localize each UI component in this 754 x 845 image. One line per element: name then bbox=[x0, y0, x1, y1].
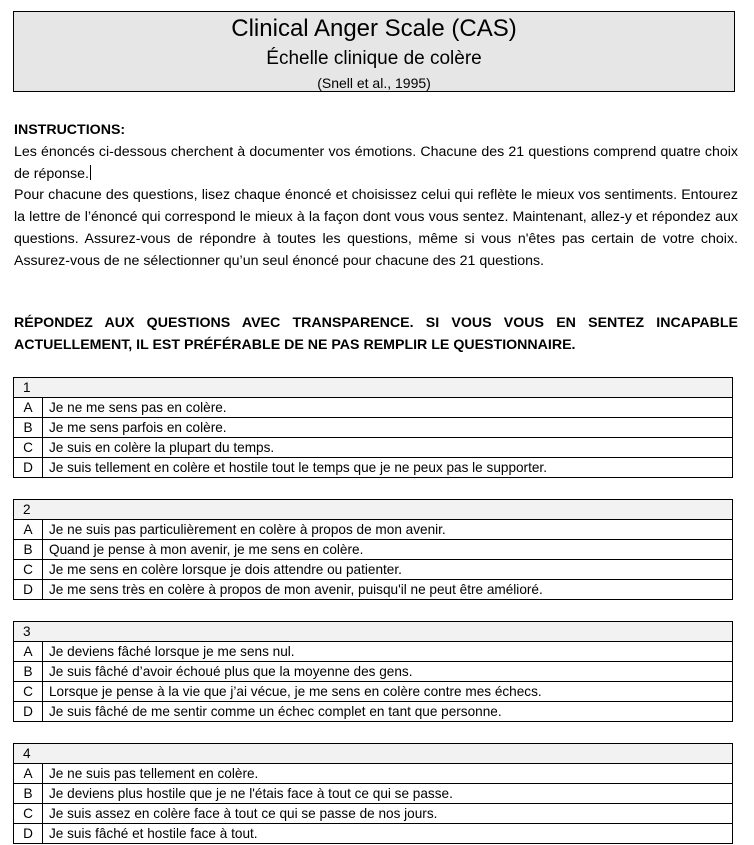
option-letter[interactable]: C bbox=[14, 804, 43, 824]
option-text: Je me sens en colère lorsque je dois attendre ou patienter. bbox=[43, 560, 733, 580]
option-text: Je ne suis pas tellement en colère. bbox=[43, 764, 733, 784]
option-text: Je suis tellement en colère et hostile tout le temps que je ne peux pas le supporter. bbox=[43, 458, 733, 478]
option-letter[interactable]: B bbox=[14, 540, 43, 560]
option-letter[interactable]: D bbox=[14, 458, 43, 478]
answer-option-row[interactable] bbox=[14, 438, 733, 458]
option-text: Je me sens très en colère à propos de mon avenir, puisqu'il ne peut être amélioré. bbox=[43, 580, 733, 600]
answer-option-row[interactable] bbox=[14, 662, 733, 682]
instructions-paragraph-1[interactable] bbox=[14, 142, 738, 186]
answer-option-row[interactable] bbox=[14, 398, 733, 418]
answer-option-row[interactable] bbox=[14, 642, 733, 662]
option-letter[interactable]: A bbox=[14, 520, 43, 540]
option-letter[interactable]: A bbox=[14, 764, 43, 784]
question-number: 4 bbox=[14, 744, 733, 764]
answer-option-row[interactable] bbox=[14, 540, 733, 560]
answer-option-row[interactable] bbox=[14, 682, 733, 702]
instructions-section bbox=[14, 120, 738, 273]
option-text: Quand je pense à mon avenir, je me sens en colère. bbox=[43, 540, 733, 560]
answer-option-row[interactable] bbox=[14, 458, 733, 478]
option-text: Je suis fâché d’avoir échoué plus que la moyenne des gens. bbox=[43, 662, 733, 682]
document-subtitle: Échelle clinique de colère bbox=[266, 48, 482, 69]
answer-option-row[interactable] bbox=[14, 824, 733, 844]
option-text: Je me sens parfois en colère. bbox=[43, 418, 733, 438]
option-letter[interactable]: D bbox=[14, 580, 43, 600]
document-citation: (Snell et al., 1995) bbox=[317, 75, 431, 91]
answer-option-row[interactable] bbox=[14, 702, 733, 722]
option-text: Je ne suis pas particulièrement en colère à propos de mon avenir. bbox=[43, 520, 733, 540]
option-letter[interactable]: C bbox=[14, 560, 43, 580]
question-number: 3 bbox=[14, 622, 733, 642]
instructions-heading: INSTRUCTIONS: bbox=[14, 122, 126, 138]
option-letter[interactable]: B bbox=[14, 418, 43, 438]
answer-option-row[interactable] bbox=[14, 560, 733, 580]
question-table bbox=[13, 743, 733, 844]
instructions-paragraph-2: Pour chacune des questions, lisez chaque énoncé et choisissez celui qui reflète le mieux vos sentiments. Entourez la lettre de l’énoncé qui correspond le mieux à la façon dont vous vous sentez. Maintenant, allez-y et répondez aux questions. Assurez-vous de répondre à toutes les questions, même si vous n'êtes pas certain de votre choix. Assurez-vous de ne sélectionner qu’un seul énoncé pour chacune des 21 questions. bbox=[14, 187, 738, 269]
option-letter[interactable]: B bbox=[14, 784, 43, 804]
option-text: Je suis en colère la plupart du temps. bbox=[43, 438, 733, 458]
question-table bbox=[13, 499, 733, 600]
option-text: Lorsque je pense à la vie que j’ai vécue, je me sens en colère contre mes échecs. bbox=[43, 682, 733, 702]
option-letter[interactable]: A bbox=[14, 642, 43, 662]
title-box bbox=[13, 11, 735, 92]
option-letter[interactable]: D bbox=[14, 824, 43, 844]
option-letter[interactable]: A bbox=[14, 398, 43, 418]
text-cursor bbox=[90, 165, 91, 180]
option-letter[interactable]: C bbox=[14, 682, 43, 702]
answer-option-row[interactable] bbox=[14, 580, 733, 600]
option-text: Je deviens fâché lorsque je me sens nul. bbox=[43, 642, 733, 662]
question-number: 2 bbox=[14, 500, 733, 520]
answer-option-row[interactable] bbox=[14, 764, 733, 784]
option-text: Je suis fâché de me sentir comme un échec complet en tant que personne. bbox=[43, 702, 733, 722]
option-text: Je suis fâché et hostile face à tout. bbox=[43, 824, 733, 844]
question-table bbox=[13, 377, 733, 478]
instructions-paragraph-1-text: Les énoncés ci-dessous cherchent à documenter vos émotions. Chacune des 21 questions comprend quatre choix de réponse. bbox=[14, 143, 738, 182]
answer-option-row[interactable] bbox=[14, 804, 733, 824]
question-number: 1 bbox=[14, 378, 733, 398]
option-text: Je suis assez en colère face à tout ce qui se passe de nos jours. bbox=[43, 804, 733, 824]
answer-option-row[interactable] bbox=[14, 418, 733, 438]
answer-option-row[interactable] bbox=[14, 520, 733, 540]
question-table bbox=[13, 621, 733, 722]
option-letter[interactable]: B bbox=[14, 662, 43, 682]
document-title: Clinical Anger Scale (CAS) bbox=[231, 15, 517, 42]
transparency-warning: RÉPONDEZ AUX QUESTIONS AVEC TRANSPARENCE. SI VOUS VOUS EN SENTEZ INCAPABLE ACTUELLEMENT, IL EST PRÉFÉRABLE DE NE PAS REMPLIR LE QUESTIONNAIRE. bbox=[14, 315, 738, 353]
option-letter[interactable]: C bbox=[14, 438, 43, 458]
option-text: Je ne me sens pas en colère. bbox=[43, 398, 733, 418]
answer-option-row[interactable] bbox=[14, 784, 733, 804]
option-letter[interactable]: D bbox=[14, 702, 43, 722]
option-text: Je deviens plus hostile que je ne l'étais face à tout ce qui se passe. bbox=[43, 784, 733, 804]
